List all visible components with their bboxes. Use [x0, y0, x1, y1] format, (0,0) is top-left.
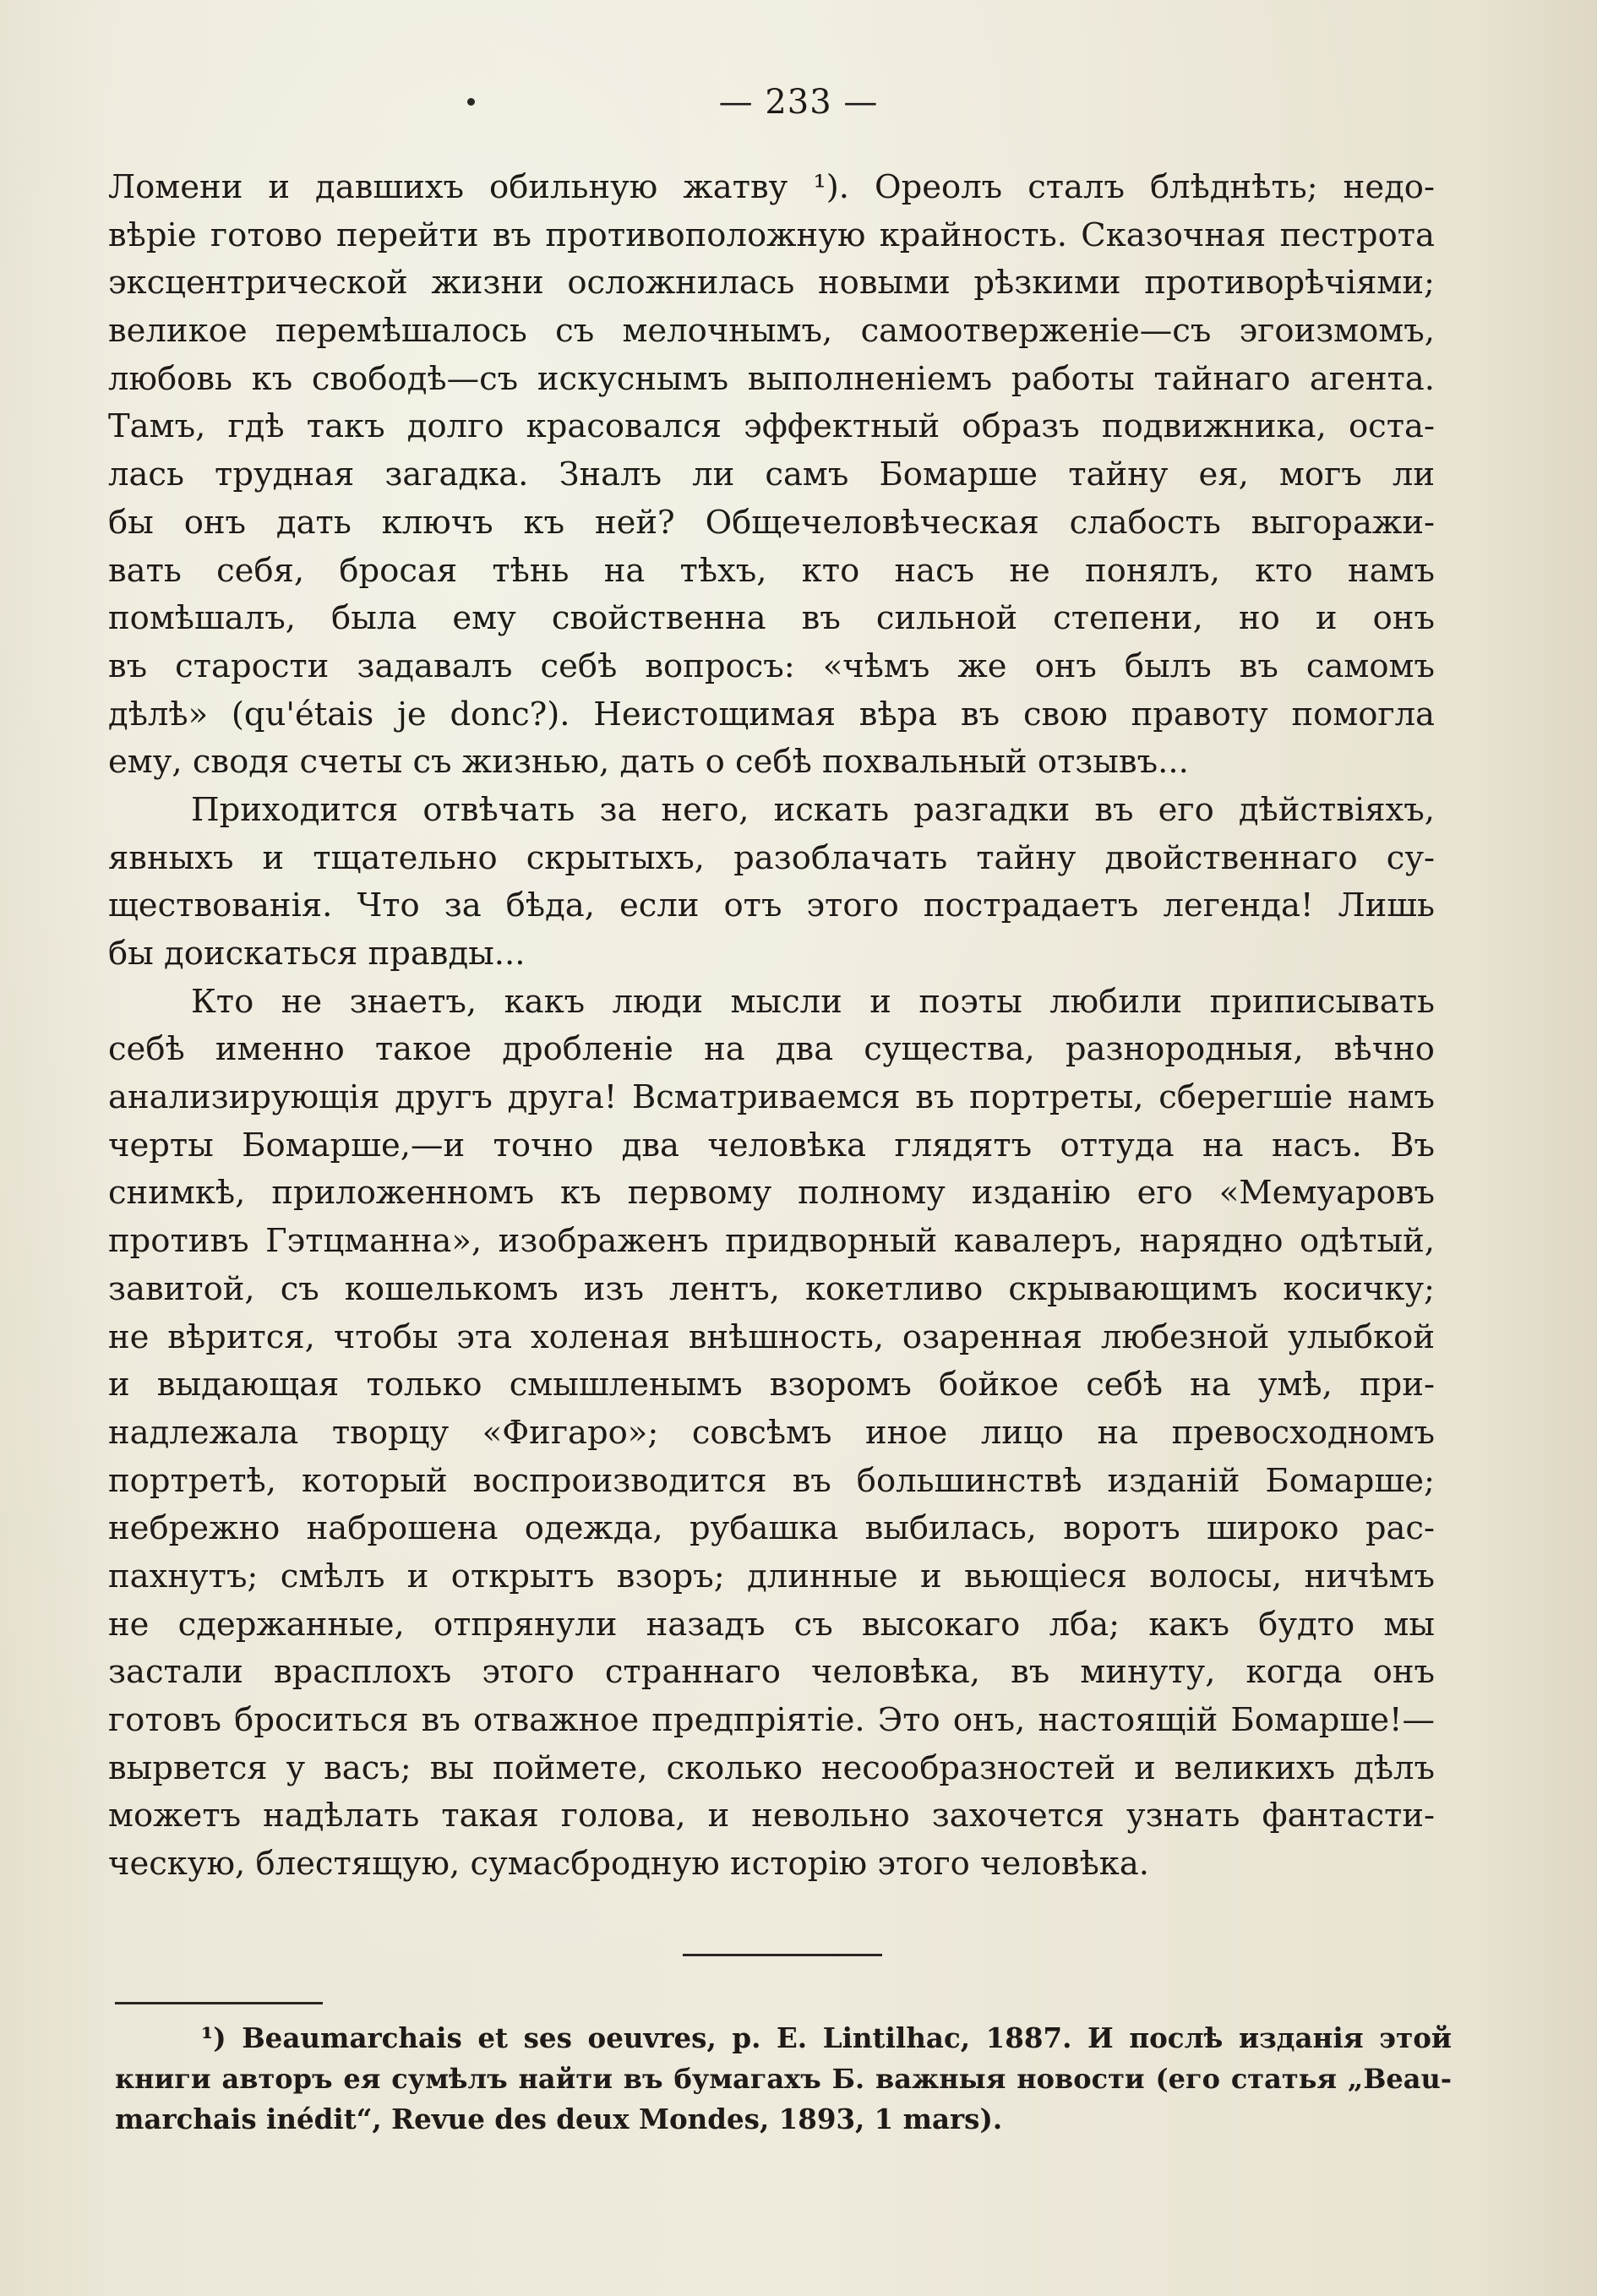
text-line: Тамъ, гдѣ такъ долго красовался эффектный образъ подвижника, оста- [108, 407, 1435, 446]
footnote-line: ¹) Beaumarchais et ses oeuvres, p. E. Lintilhac, 1887. И послѣ изданія этой [201, 2021, 1452, 2054]
paragraph-2 [108, 787, 1435, 979]
text-line: противъ Гэтцманна», изображенъ придворный кавалеръ, нарядно одѣтый, [108, 1222, 1435, 1261]
text-line: дѣлѣ» (qu'étais je donc?). Неистощимая вѣра въ свою правоту помогла [108, 695, 1435, 734]
text-line: ществованія. Что за бѣда, если отъ этого пострадаетъ легенда! Лишь [108, 886, 1435, 925]
text-line: Приходится отвѣчать за него, искать разгадки въ его дѣйствіяхъ, [191, 790, 1435, 829]
text-line: застали врасплохъ этого страннаго человѣка, въ минуту, когда онъ [108, 1653, 1435, 1692]
text-line: можетъ надѣлать такая голова, и невольно захочется узнать фантасти- [108, 1797, 1435, 1835]
text-line: портретѣ, который воспроизводится въ большинствѣ изданій Бомарше; [108, 1461, 1435, 1500]
text-line: анализирующія другъ друга! Всматриваемся въ портреты, сберегшіе намъ [108, 1078, 1435, 1117]
paragraph-3 [108, 979, 1435, 1889]
text-line: бы доискаться правды... [108, 935, 526, 973]
section-divider [683, 1954, 882, 1956]
text-line: явныхъ и тщательно скрытыхъ, разоблачать тайну двойственнаго су- [108, 838, 1435, 877]
paragraph-1 [108, 164, 1435, 787]
text-line: и выдающая только смышленымъ взоромъ бойкое себѣ на умѣ, при- [108, 1366, 1435, 1404]
text-line: великое перемѣшалось съ мелочнымъ, самоотверженіе—съ эгоизмомъ, [108, 312, 1435, 351]
text-line: готовъ броситься въ отважное предпріятіе. Это онъ, настоящій Бомарше!— [108, 1701, 1435, 1739]
text-line: въ старости задавалъ себѣ вопросъ: «чѣмъ же онъ былъ въ самомъ [108, 646, 1435, 685]
text-line: черты Бомарше,—и точно два человѣка глядятъ оттуда на насъ. Въ [108, 1126, 1435, 1164]
text-line: не вѣрится, чтобы эта холеная внѣшность, озаренная любезной улыбкой [108, 1317, 1435, 1356]
text-line: ческую, блестящую, сумасбродную исторію этого человѣка. [108, 1845, 1150, 1884]
text-line: не сдержанные, отпрянули назадъ съ высокаго лба; какъ будто мы [108, 1605, 1435, 1644]
text-line: помѣшалъ, была ему свойственна въ сильной степени, но и онъ [108, 599, 1435, 638]
text-line: себѣ именно такое дробленіе на два существа, разнородныя, вѣчно [108, 1030, 1435, 1069]
footnote-divider [115, 2002, 323, 2004]
text-line: бы онъ дать ключъ къ ней? Общечеловѣческая слабость выгоражи- [108, 503, 1435, 542]
text-line: Ломени и давшихъ обильную жатву ¹). Ореолъ сталъ блѣднѣть; недо- [108, 168, 1435, 206]
text-line: завитой, съ кошелькомъ изъ лентъ, кокетливо скрывающимъ косичку; [108, 1269, 1435, 1308]
text-line: Кто не знаетъ, какъ люди мысли и поэты любили приписывать [191, 982, 1435, 1021]
text-line: вѣріе готово перейти въ противоположную крайность. Сказочная пестрота [108, 215, 1435, 254]
text-line: любовь къ свободѣ—съ искуснымъ выполненіемъ работы тайнаго агента. [108, 359, 1435, 398]
footnote-line: книги авторъ ея сумѣлъ найти въ бумагахъ Б. важныя новости (его статья „Beau- [115, 2063, 1452, 2095]
footnote [115, 2018, 1452, 2140]
text-line: вать себя, бросая тѣнь на тѣхъ, кто насъ не понялъ, кто намъ [108, 551, 1435, 590]
text-line: небрежно наброшена одежда, рубашка выбилась, воротъ широко рас- [108, 1509, 1435, 1548]
text-line: эксцентрической жизни осложнилась новыми рѣзкими противорѣчіями; [108, 264, 1435, 303]
text-line: снимкѣ, приложенномъ къ первому полному изданію его «Мемуаровъ [108, 1174, 1435, 1213]
footnote-line: marchais inédit“, Revue des deux Mondes, 1893, 1 mars). [115, 2102, 1003, 2135]
text-line: пахнутъ; смѣлъ и открытъ взоръ; длинные и вьющіеся волосы, ничѣмъ [108, 1557, 1435, 1595]
text-line: ему, сводя счеты съ жизнью, дать о себѣ похвальный отзывъ... [108, 743, 1189, 782]
text-line: лась трудная загадка. Зналъ ли самъ Бомарше тайну ея, могъ ли [108, 455, 1435, 494]
text-line: надлежала творцу «Фигаро»; совсѣмъ иное лицо на превосходномъ [108, 1413, 1435, 1452]
main-text [108, 164, 1435, 1889]
page-number: — 233 — [718, 83, 879, 122]
text-line: вырвется у васъ; вы поймете, сколько несообразностей и великихъ дѣлъ [108, 1748, 1435, 1787]
